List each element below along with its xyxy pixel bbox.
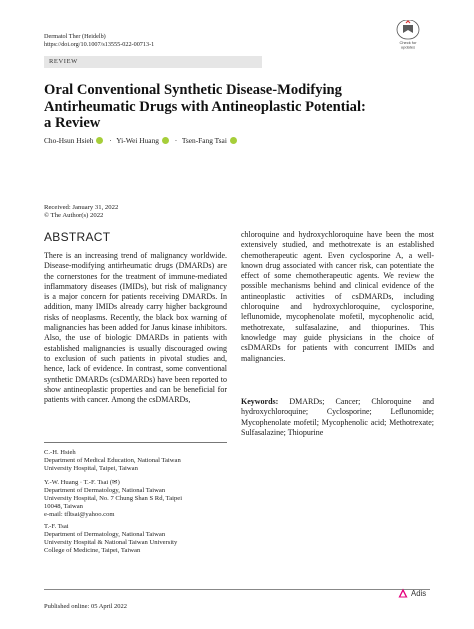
affiliation-line: C.-H. Hsieh <box>44 449 76 456</box>
affiliation-divider <box>44 442 227 443</box>
abstract-text-right: chloroquine and hydroxychloroquine have been the most extensively studied, and methotrexate is an established chemotherapeutic agent. Even cyclosporine A, a well-known drug associated with cancer risk, can potentiate the effect of some chemotherapeutic agents. We review the possible mechanisms behind and clinical evidence of the antineoplastic activities of csDMARDs, including chloroquine and hydroxychloroquine, cyclosporine, leflunomide, mycophenolate mofetil, mycophenolic acid, methotrexate, sulfasalazine, and thiopurines. This knowledge may guide physicians in the choice of csDMARDs for patients with concurrent IMIDs and malignancies. <box>241 230 434 363</box>
abstract-text-left: There is an increasing trend of malignancy worldwide. Disease-modifying antirheumatic drugs (DMARDs) are the cornerstones for the treatment of immune-mediated inflammatory diseases (IMIDs), but risk of malignancy is a major concern for patients receiving DMARDs. In addition, many IMIDs already carry higher background risks of neoplasms. Recently, the black box warning of malignancies has been added for Janus kinase inhibitors. Also, the use of biologic DMARDs in patients with established malignancies is usually discouraged owing to exclusion of such patients in pivotal studies and, hence, lack of evidence. In contrast, some conventional synthetic DMARDs (csDMARDs) have been reported to show antineoplastic properties and can be beneficial for patients with cancer. Among the csDMARDs, <box>44 251 227 405</box>
title-line-1: Oral Conventional Synthetic Disease-Modifying <box>44 82 342 98</box>
check-for-updates-badge[interactable] <box>393 20 423 50</box>
affiliation-block <box>44 479 234 519</box>
affiliation-block <box>44 449 234 473</box>
author-separator: · <box>174 136 178 145</box>
author-name[interactable]: Tsen-Fang Tsai <box>181 136 227 145</box>
affiliation-line: University Hospital & National Taiwan University <box>44 539 178 547</box>
orcid-icon[interactable] <box>230 137 237 144</box>
title-line-3: a Review <box>44 115 101 131</box>
received-date: Received: January 31, 2022 <box>44 204 119 211</box>
affiliation-line: Department of Dermatology, National Taiwan <box>44 531 166 539</box>
keywords-label: Keywords: <box>241 397 279 406</box>
keywords-list: DMARDs; Cancer; Chloroquine and hydroxychloroquine; Cyclosporine; Leflunomide; Mycophenolate mofetil; Mycophenolic acid; Methotrexate; Sulfasalazine; Thiopurine <box>241 397 434 437</box>
affiliation-line: College of Medicine, Taipei, Taiwan <box>44 547 141 555</box>
section-type-bar <box>44 56 262 68</box>
affiliation-line: University Hospital, No. 7 Chung Shan S Rd, Taipei <box>44 495 183 503</box>
affiliation-line: Y.-W. Huang · T.-F. Tsai (✉) <box>44 479 120 486</box>
section-type-label: REVIEW <box>49 58 78 65</box>
check-for-updates-icon <box>393 20 423 50</box>
publisher-name: Adis <box>411 588 427 598</box>
published-date: Published online: 05 April 2022 <box>44 603 128 610</box>
affiliation-line: Department of Dermatology, National Taiwan <box>44 487 166 495</box>
badge-text-line1: Check for <box>399 40 417 45</box>
author-separator: · <box>109 136 112 145</box>
article-title <box>44 82 434 132</box>
affiliation-block <box>44 523 234 555</box>
abstract-heading: ABSTRACT <box>44 230 111 244</box>
orcid-icon[interactable] <box>162 137 169 144</box>
author-name[interactable]: Cho-Hsun Hsieh <box>44 136 94 145</box>
affiliation-line: Department of Medical Education, National Taiwan <box>44 457 181 465</box>
adis-logo-icon <box>398 588 408 598</box>
orcid-icon[interactable] <box>96 137 103 144</box>
copyright-notice: © The Author(s) 2022 <box>44 212 104 220</box>
author-list <box>44 136 238 145</box>
badge-text-line2: updates <box>400 44 416 50</box>
doi-link[interactable]: https://doi.org/10.1007/s13555-022-00713-1 <box>44 41 155 48</box>
affiliation-line: T.-F. Tsai <box>44 523 69 530</box>
title-line-2: Antirheumatic Drugs with Antineoplastic Potential: <box>44 98 366 115</box>
article-dates <box>44 204 118 221</box>
journal-name: Dermatol Ther (Heidelb) <box>44 33 106 40</box>
author-name[interactable]: Yi-Wei Huang <box>116 136 159 145</box>
affiliation-line: University Hospital, Taipei, Taiwan <box>44 465 138 473</box>
keywords <box>241 397 434 438</box>
publisher-logo <box>398 588 426 598</box>
contact-email[interactable]: e-mail: tfltsai@yahoo.com <box>44 511 115 519</box>
footer-divider <box>44 589 430 590</box>
affiliation-line: 10048, Taiwan <box>44 503 83 511</box>
